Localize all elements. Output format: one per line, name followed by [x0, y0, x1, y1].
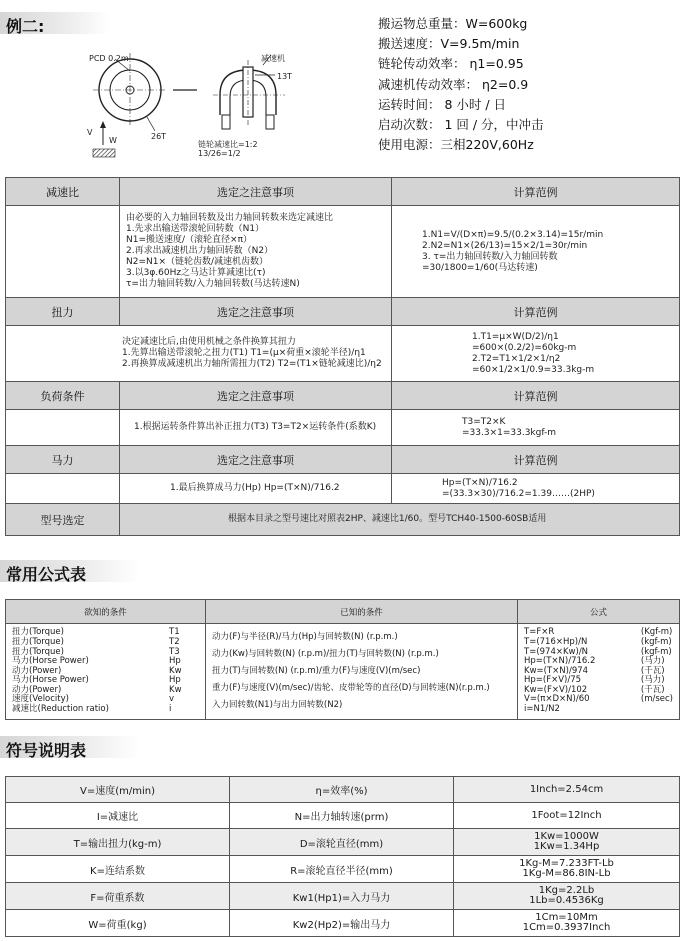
ratio-calc: 1.N1=V/(D×π)=9.5/(0.2×3.14)=15r/min 2.N2=N1×(26/13)=15×2/1=30r/min 3. τ=出力轴回转数/入力轴回转数 =30/1800=1/60(马达转速): [392, 206, 680, 298]
load-note-header: 选定之注意事项: [120, 382, 392, 410]
power-calc-header: 计算范例: [392, 446, 680, 474]
param-speed: 搬送速度：V=9.5m/min: [378, 36, 520, 52]
symbol-cell: 1Kg-M=7.233FT-Lb 1Kg-M=86.8IN-Lb: [454, 856, 680, 883]
wanted-cell: [6, 624, 206, 720]
sprocket-ratio-calc: 13/26=1/2: [198, 149, 241, 158]
wanted-symbols: T1 T2 T3 Hp Kw Hp Kw v i: [169, 627, 182, 715]
param-power-supply: 使用电源：三相220V,60Hz: [378, 137, 534, 153]
pcd-label: PCD 0.2m: [89, 54, 129, 63]
param-start-count: 启动次数： 1 回 / 分，中冲击: [378, 116, 544, 132]
load-calc-header: 计算范例: [392, 382, 680, 410]
formula-header-formula: 公式: [518, 600, 680, 624]
formula-header-known: 已知的条件: [206, 600, 518, 624]
teeth-13-label: 13T: [277, 72, 293, 81]
symbol-cell: R=滚轮直径半径(mm): [230, 856, 454, 883]
load-spacer: [6, 410, 120, 446]
symbol-cell: 1Kw=1000W 1Kw=1.34Hp: [454, 829, 680, 856]
load-label: 负荷条件: [6, 382, 120, 410]
symbol-cell: 1Foot=12Inch: [454, 803, 680, 829]
param-run-time: 运转时间： 8 小时 / 日: [378, 96, 507, 112]
power-note-header: 选定之注意事项: [120, 446, 392, 474]
formula-units: (Kgf-m) (kgf-m) (kgf-m) (马力) (千瓦) (马力) (千瓦) (m/sec): [640, 627, 673, 705]
formula-header-wanted: 欲知的条件: [6, 600, 206, 624]
weight-label: W: [109, 136, 117, 145]
torque-label: 扭力: [6, 298, 120, 326]
torque-calc-header: 计算范例: [392, 298, 680, 326]
known-line: 动力(Kw)与回转数(N) (r.p.m)/扭力(T)与回转数(N) (r.p.m.): [212, 649, 439, 659]
power-label: 马力: [6, 446, 120, 474]
formula-cell: [518, 624, 680, 720]
model-notes: 根据本目录之型号速比对照表2HP、减速比1/60。型号TCH40-1500-60SB适用: [120, 504, 680, 536]
param-reducer-efficiency: 减速机传动效率： η2=0.9: [378, 76, 529, 92]
ratio-notes: 由必要的入力轴回转数及出力轴回转数来选定减速比 1.先求出输送带滚轮回转数（N1） N1=搬送速度/（滚轮直径×π） 2.再求出减速机出力轴回转数（N2） N2=N1×（链轮齿数/减速机齿数） 3.以3φ.60Hz之马达计算减速比(τ) τ=出力轴回转数/入力轴回转数(马达转速N): [120, 206, 392, 298]
symbol-cell: D=滚轮直径(mm): [230, 829, 454, 856]
load-calc: T3=T2×K =33.3×1=33.3kgf-m: [392, 410, 680, 446]
power-spacer: [6, 474, 120, 504]
torque-notes: 决定减速比后,由使用机械之条件换算其扭力 1.先算出输送带滚轮之扭力(T1) T1=(μ×荷重×滚轮半径)/η1 2.再换算成减速机出力轴所需扭力(T2) T2=(T1×链轮减速比)/η2: [6, 326, 392, 382]
ratio-spacer: [6, 206, 120, 298]
velocity-label: V: [87, 128, 93, 137]
example-parameters: [378, 14, 544, 155]
symbol-cell: W=荷重(kg): [6, 910, 230, 937]
symbol-cell: V=速度(m/min): [6, 777, 230, 803]
ratio-calc-header: 计算范例: [392, 178, 680, 206]
selection-table: [5, 177, 680, 536]
sprocket-ratio-label: 链轮减速比=1:2: [198, 140, 258, 149]
known-cell: [206, 624, 518, 720]
torque-note-header: 选定之注意事项: [120, 298, 392, 326]
formula-list: T=F×R T=(716×Hp)/N T=(974×Kw)/N Hp=(T×N)/716.2 Kw=(T×N)/974 Hp=(F×V)/75 Kw=(F×V)/102 V=(π×D×N)/60 i=N1/N2: [524, 627, 596, 715]
symbol-cell: 1Kg=2.2Lb 1Lb=0.4536Kg: [454, 883, 680, 910]
known-line: 动力(F)与半径(R)/马力(Hp)与回转数(N) (r.p.m.): [212, 632, 398, 642]
wanted-names: 扭力(Torque) 扭力(Torque) 扭力(Torque) 马力(Horse Power) 动力(Power) 马力(Horse Power) 动力(Power) 速度(Velocity) 减速比(Reduction ratio): [12, 627, 109, 715]
symbol-cell: F=荷重系数: [6, 883, 230, 910]
param-chain-efficiency: 链轮传动效率： η1=0.95: [378, 56, 524, 72]
ratio-label: 减速比: [6, 178, 120, 206]
symbol-cell: Kw1(Hp1)=入力马力: [230, 883, 454, 910]
symbol-title: 符号说明表: [6, 741, 87, 760]
symbol-table: [5, 776, 680, 937]
reducer-label: 减速机: [261, 54, 285, 63]
symbol-cell: η=效率(%): [230, 777, 454, 803]
known-line: 扭力(T)与回转数(N) (r.p.m)/重力(F)与速度(V)(m/sec): [212, 666, 421, 676]
symbol-cell: 1Cm=10Mm 1Cm=0.3937Inch: [454, 910, 680, 937]
symbol-cell: I=减速比: [6, 803, 230, 829]
conveyor-diagram: [85, 45, 345, 165]
ratio-note-header: 选定之注意事项: [120, 178, 392, 206]
formula-title: 常用公式表: [6, 565, 87, 584]
known-line: 重力(F)与速度(V)(m/sec)/齿轮、皮带轮等的直径(D)与回转速(N)(r.p.m.): [212, 683, 490, 693]
model-label: 型号选定: [6, 504, 120, 536]
example-title: 例二:: [6, 17, 45, 36]
param-weight: 搬运物总重量：W=600kg: [378, 16, 528, 31]
formula-table: [5, 599, 680, 720]
torque-calc: 1.T1=μ×W(D/2)/η1 =600×(0.2/2)=60kg-m 2.T2=T1×1/2×1/η2 =60×1/2×1/0.9=33.3kg-m: [392, 326, 680, 382]
symbol-cell: 1Inch=2.54cm: [454, 777, 680, 803]
symbol-cell: Kw2(Hp2)=输出马力: [230, 910, 454, 937]
power-calc: Hp=(T×N)/716.2 =(33.3×30)/716.2=1.39……(2HP): [392, 474, 680, 504]
symbol-cell: K=连结系数: [6, 856, 230, 883]
symbol-cell: N=出力轴转速(prm): [230, 803, 454, 829]
symbol-cell: T=输出扭力(kg-m): [6, 829, 230, 856]
known-line: 入力回转数(N1)与出力回转数(N2): [212, 700, 343, 710]
power-notes: 1.最后换算成马力(Hp) Hp=(T×N)/716.2: [120, 474, 392, 504]
load-notes: 1.根据运转条件算出补正扭力(T3) T3=T2×运转条件(系数K): [120, 410, 392, 446]
teeth-26-label: 26T: [151, 132, 167, 141]
